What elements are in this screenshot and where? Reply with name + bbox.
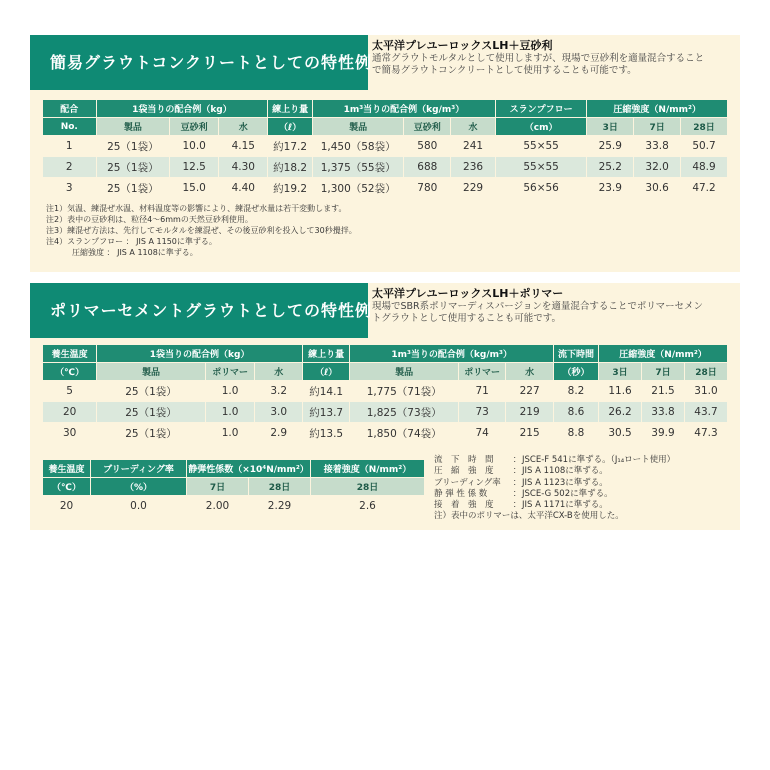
table-cell: 241 xyxy=(451,136,496,157)
subheader: 製品 xyxy=(97,363,206,381)
table-cell: 30.5 xyxy=(599,423,642,444)
table-cell: 2.6 xyxy=(311,496,425,517)
description-line: 通常グラウトモルタルとして使用しますが、現場で豆砂利を適量混合すること xyxy=(372,53,705,64)
table-cell: 2 xyxy=(43,157,97,178)
subheader: 製品 xyxy=(350,363,459,381)
header-temp: 養生温度 xyxy=(43,345,97,363)
note-line: 注2）表中の豆砂利は、粒径4〜6mmの天然豆砂利使用。 xyxy=(46,215,253,224)
table-cell: 30.6 xyxy=(634,178,681,199)
table-cell: 33.8 xyxy=(634,136,681,157)
table-cell: 26.2 xyxy=(599,402,642,423)
table-cell: 8.2 xyxy=(553,381,598,402)
subheader: 7日 xyxy=(634,118,681,136)
table-cell: 31.0 xyxy=(684,381,727,402)
note-label: ブリーディング率 xyxy=(434,477,501,488)
table-cell: 3.2 xyxy=(255,381,302,402)
table-cell: 55×55 xyxy=(495,136,586,157)
header-no-unit: No. xyxy=(43,118,97,136)
table-cell: 25（1袋） xyxy=(97,381,206,402)
subheader: 水 xyxy=(506,363,554,381)
header-slump-unit: （cm） xyxy=(495,118,586,136)
table-cell: 33.8 xyxy=(642,402,685,423)
subheader: ポリマー xyxy=(205,363,255,381)
mix-properties-table xyxy=(42,99,728,199)
section-title: 簡易グラウトコンクリートとしての特性例 xyxy=(50,53,373,72)
note-value: JSCE-G 502に準ずる。 xyxy=(522,488,613,499)
description-line: 現場でSBR系ポリマーディスパージョンを適量混合することでポリマーセメン xyxy=(372,301,703,312)
notes xyxy=(46,203,357,258)
header-m3: 1m³当りの配合例（kg/m³） xyxy=(350,345,553,363)
polymer-grout-panel xyxy=(30,283,740,530)
header-temp-unit: （℃） xyxy=(43,478,91,496)
note-line: 圧縮強度 ： JIS A 1108に準ずる。 xyxy=(72,248,198,257)
note-value: JIS A 1108に準ずる。 xyxy=(522,466,608,477)
subheader: 3日 xyxy=(599,363,642,381)
subheader: 28日 xyxy=(681,118,728,136)
header-bond: 接着強度（N/mm²） xyxy=(311,460,425,478)
table-cell: 2.00 xyxy=(187,496,249,517)
note-line: 静 弾 性 係 数 ：JSCE-G 502に準ずる。 xyxy=(434,488,613,499)
section-description xyxy=(372,287,736,325)
subheader: 製品 xyxy=(312,118,403,136)
header-bleeding: ブリーディング率 xyxy=(91,460,187,478)
header-bleeding-unit: （%） xyxy=(91,478,187,496)
polymer-properties-table xyxy=(42,459,425,517)
table-cell: 71 xyxy=(458,381,505,402)
table-cell: 30 xyxy=(43,423,97,444)
header-flow-unit: （秒） xyxy=(553,363,598,381)
header-mix: 1袋当りの配合例（kg） xyxy=(96,100,268,118)
table-cell: 25（1袋） xyxy=(96,178,170,199)
section-title-band xyxy=(30,35,373,90)
header-compressive: 圧縮強度（N/mm²） xyxy=(599,345,728,363)
table-cell: 約13.7 xyxy=(302,402,349,423)
note-line: ブリーディング率 ：JIS A 1123に準ずる。 xyxy=(434,477,608,488)
table-cell: 25（1袋） xyxy=(96,157,170,178)
table-cell: 23.9 xyxy=(587,178,634,199)
table-cell: 8.8 xyxy=(553,423,598,444)
header-temp-unit: （℃） xyxy=(43,363,97,381)
table-cell: 約18.2 xyxy=(268,157,313,178)
table-cell: 25.2 xyxy=(587,157,634,178)
table-row xyxy=(43,423,728,444)
header-yield-unit: （ℓ） xyxy=(302,363,349,381)
header-slump: スランプフロー xyxy=(495,100,586,118)
header-elastic: 静弾性係数（×10⁴N/mm²） xyxy=(187,460,311,478)
table-cell: 1.0 xyxy=(205,423,255,444)
table-cell: 47.2 xyxy=(681,178,728,199)
note-value: JSCE-F 541に準ずる。（J₁₄ロート使用） xyxy=(522,455,676,465)
header-compressive: 圧縮強度（N/mm²） xyxy=(587,100,728,118)
subheader: 28日 xyxy=(311,478,425,496)
subheader: ポリマー xyxy=(458,363,505,381)
section-header xyxy=(30,35,740,90)
table-cell: 229 xyxy=(451,178,496,199)
table-cell: 4.40 xyxy=(219,178,268,199)
table-cell: 1.0 xyxy=(205,381,255,402)
table-cell: 20 xyxy=(43,402,97,423)
header-m3: 1m³当りの配合例（kg/m³） xyxy=(312,100,495,118)
description-line: トグラウトとして使用することも可能です。 xyxy=(372,313,562,324)
table-cell: 215 xyxy=(506,423,554,444)
note-value: JIS A 1123に準ずる。 xyxy=(522,477,608,488)
table-cell: 8.6 xyxy=(553,402,598,423)
table-cell: 3 xyxy=(43,178,97,199)
table-cell: 25（1袋） xyxy=(97,402,206,423)
table-row xyxy=(43,157,728,178)
table-cell: 32.0 xyxy=(634,157,681,178)
table-cell: 1.0 xyxy=(205,402,255,423)
note-line: 注4）スランプフロー ： JIS A 1150に準ずる。 xyxy=(46,237,217,246)
subheader: 3日 xyxy=(587,118,634,136)
subheader: 7日 xyxy=(187,478,249,496)
note-line: 注1）気温、練混ぜ水温、材料温度等の影響により、練混ぜ水量は若干変動します。 xyxy=(46,204,347,213)
note-label: 接 着 強 度 xyxy=(434,500,494,511)
section-title-band xyxy=(30,283,373,338)
table-cell: 227 xyxy=(506,381,554,402)
note-label: 静 弾 性 係 数 xyxy=(434,488,488,499)
table-row xyxy=(43,136,728,157)
table-cell: 約13.5 xyxy=(302,423,349,444)
table-cell: 25.9 xyxy=(587,136,634,157)
header-temp: 養生温度 xyxy=(43,460,91,478)
table-row xyxy=(43,381,728,402)
table-cell: 1,375（55袋） xyxy=(312,157,403,178)
table-cell: 74 xyxy=(458,423,505,444)
table-cell: 73 xyxy=(458,402,505,423)
section-title: ポリマーセメントグラウトとしての特性例 xyxy=(50,301,373,320)
header-yield: 練上り量 xyxy=(302,345,349,363)
header-flow: 流下時間 xyxy=(553,345,598,363)
note-label: 圧 縮 強 度 xyxy=(434,466,494,477)
note-line: 注）表中のポリマーは、太平洋CX-Bを使用した。 xyxy=(434,511,624,522)
subheader: 豆砂利 xyxy=(404,118,451,136)
table-cell: 1,300（52袋） xyxy=(312,178,403,199)
grout-concrete-panel xyxy=(30,35,740,272)
product-name: 太平洋プレユーロックスLH＋ポリマー xyxy=(372,287,564,300)
table-cell: 2.9 xyxy=(255,423,302,444)
table-cell: 56×56 xyxy=(495,178,586,199)
table-cell: 1,775（71袋） xyxy=(350,381,459,402)
table-row xyxy=(43,178,728,199)
table-cell: 1,850（74袋） xyxy=(350,423,459,444)
table-cell: 55×55 xyxy=(495,157,586,178)
table-cell: 4.30 xyxy=(219,157,268,178)
note-line: 注3）練混ぜ方法は、先行してモルタルを練混ぜ、その後豆砂利を投入して30秒攪拌。 xyxy=(46,226,357,235)
subheader: 製品 xyxy=(96,118,170,136)
subheader: 28日 xyxy=(684,363,727,381)
table-cell: 1,825（73袋） xyxy=(350,402,459,423)
table-row xyxy=(43,496,425,517)
table-cell: 25（1袋） xyxy=(96,136,170,157)
table-cell: 21.5 xyxy=(642,381,685,402)
table-cell: 20 xyxy=(43,496,91,517)
table-cell: 236 xyxy=(451,157,496,178)
product-name: 太平洋プレユーロックスLH＋豆砂利 xyxy=(372,39,553,52)
table-cell: 15.0 xyxy=(170,178,219,199)
table-cell: 約14.1 xyxy=(302,381,349,402)
description-line: で簡易グラウトコンクリートとして使用することも可能です。 xyxy=(372,65,637,76)
header-yield-unit: （ℓ） xyxy=(268,118,313,136)
note-line: 流 下 時 間 ：JSCE-F 541に準ずる。（J₁₄ロート使用） xyxy=(434,455,676,465)
table-cell: 3.0 xyxy=(255,402,302,423)
table-cell: 5 xyxy=(43,381,97,402)
table-cell: 39.9 xyxy=(642,423,685,444)
polymer-mix-table xyxy=(42,344,728,444)
table-cell: 688 xyxy=(404,157,451,178)
table-cell: 約17.2 xyxy=(268,136,313,157)
table-cell: 1 xyxy=(43,136,97,157)
table-cell: 0.0 xyxy=(91,496,187,517)
section-description xyxy=(372,39,736,77)
table-cell: 43.7 xyxy=(684,402,727,423)
note-line: 接 着 強 度 ：JIS A 1171に準ずる。 xyxy=(434,500,608,511)
table-cell: 11.6 xyxy=(599,381,642,402)
table-cell: 12.5 xyxy=(170,157,219,178)
table-cell: 50.7 xyxy=(681,136,728,157)
note-value: JIS A 1171に準ずる。 xyxy=(522,500,608,511)
table-row xyxy=(43,402,728,423)
header-no: 配合 xyxy=(43,100,97,118)
subheader: 水 xyxy=(255,363,302,381)
table-cell: 219 xyxy=(506,402,554,423)
note-label: 流 下 時 間 xyxy=(434,455,494,465)
table-cell: 780 xyxy=(404,178,451,199)
table-cell: 25（1袋） xyxy=(97,423,206,444)
table-cell: 1,450（58袋） xyxy=(312,136,403,157)
subheader: 水 xyxy=(219,118,268,136)
table-cell: 48.9 xyxy=(681,157,728,178)
table-cell: 580 xyxy=(404,136,451,157)
subheader: 水 xyxy=(451,118,496,136)
table-cell: 47.3 xyxy=(684,423,727,444)
table-cell: 4.15 xyxy=(219,136,268,157)
header-mix: 1袋当りの配合例（kg） xyxy=(97,345,303,363)
section-header xyxy=(30,283,740,338)
header-yield: 練上り量 xyxy=(268,100,313,118)
note-line: 圧 縮 強 度 ：JIS A 1108に準ずる。 xyxy=(434,466,608,477)
subheader: 28日 xyxy=(249,478,311,496)
table-cell: 10.0 xyxy=(170,136,219,157)
table-cell: 約19.2 xyxy=(268,178,313,199)
subheader: 7日 xyxy=(642,363,685,381)
table-cell: 2.29 xyxy=(249,496,311,517)
test-method-notes xyxy=(434,455,675,523)
subheader: 豆砂利 xyxy=(170,118,219,136)
